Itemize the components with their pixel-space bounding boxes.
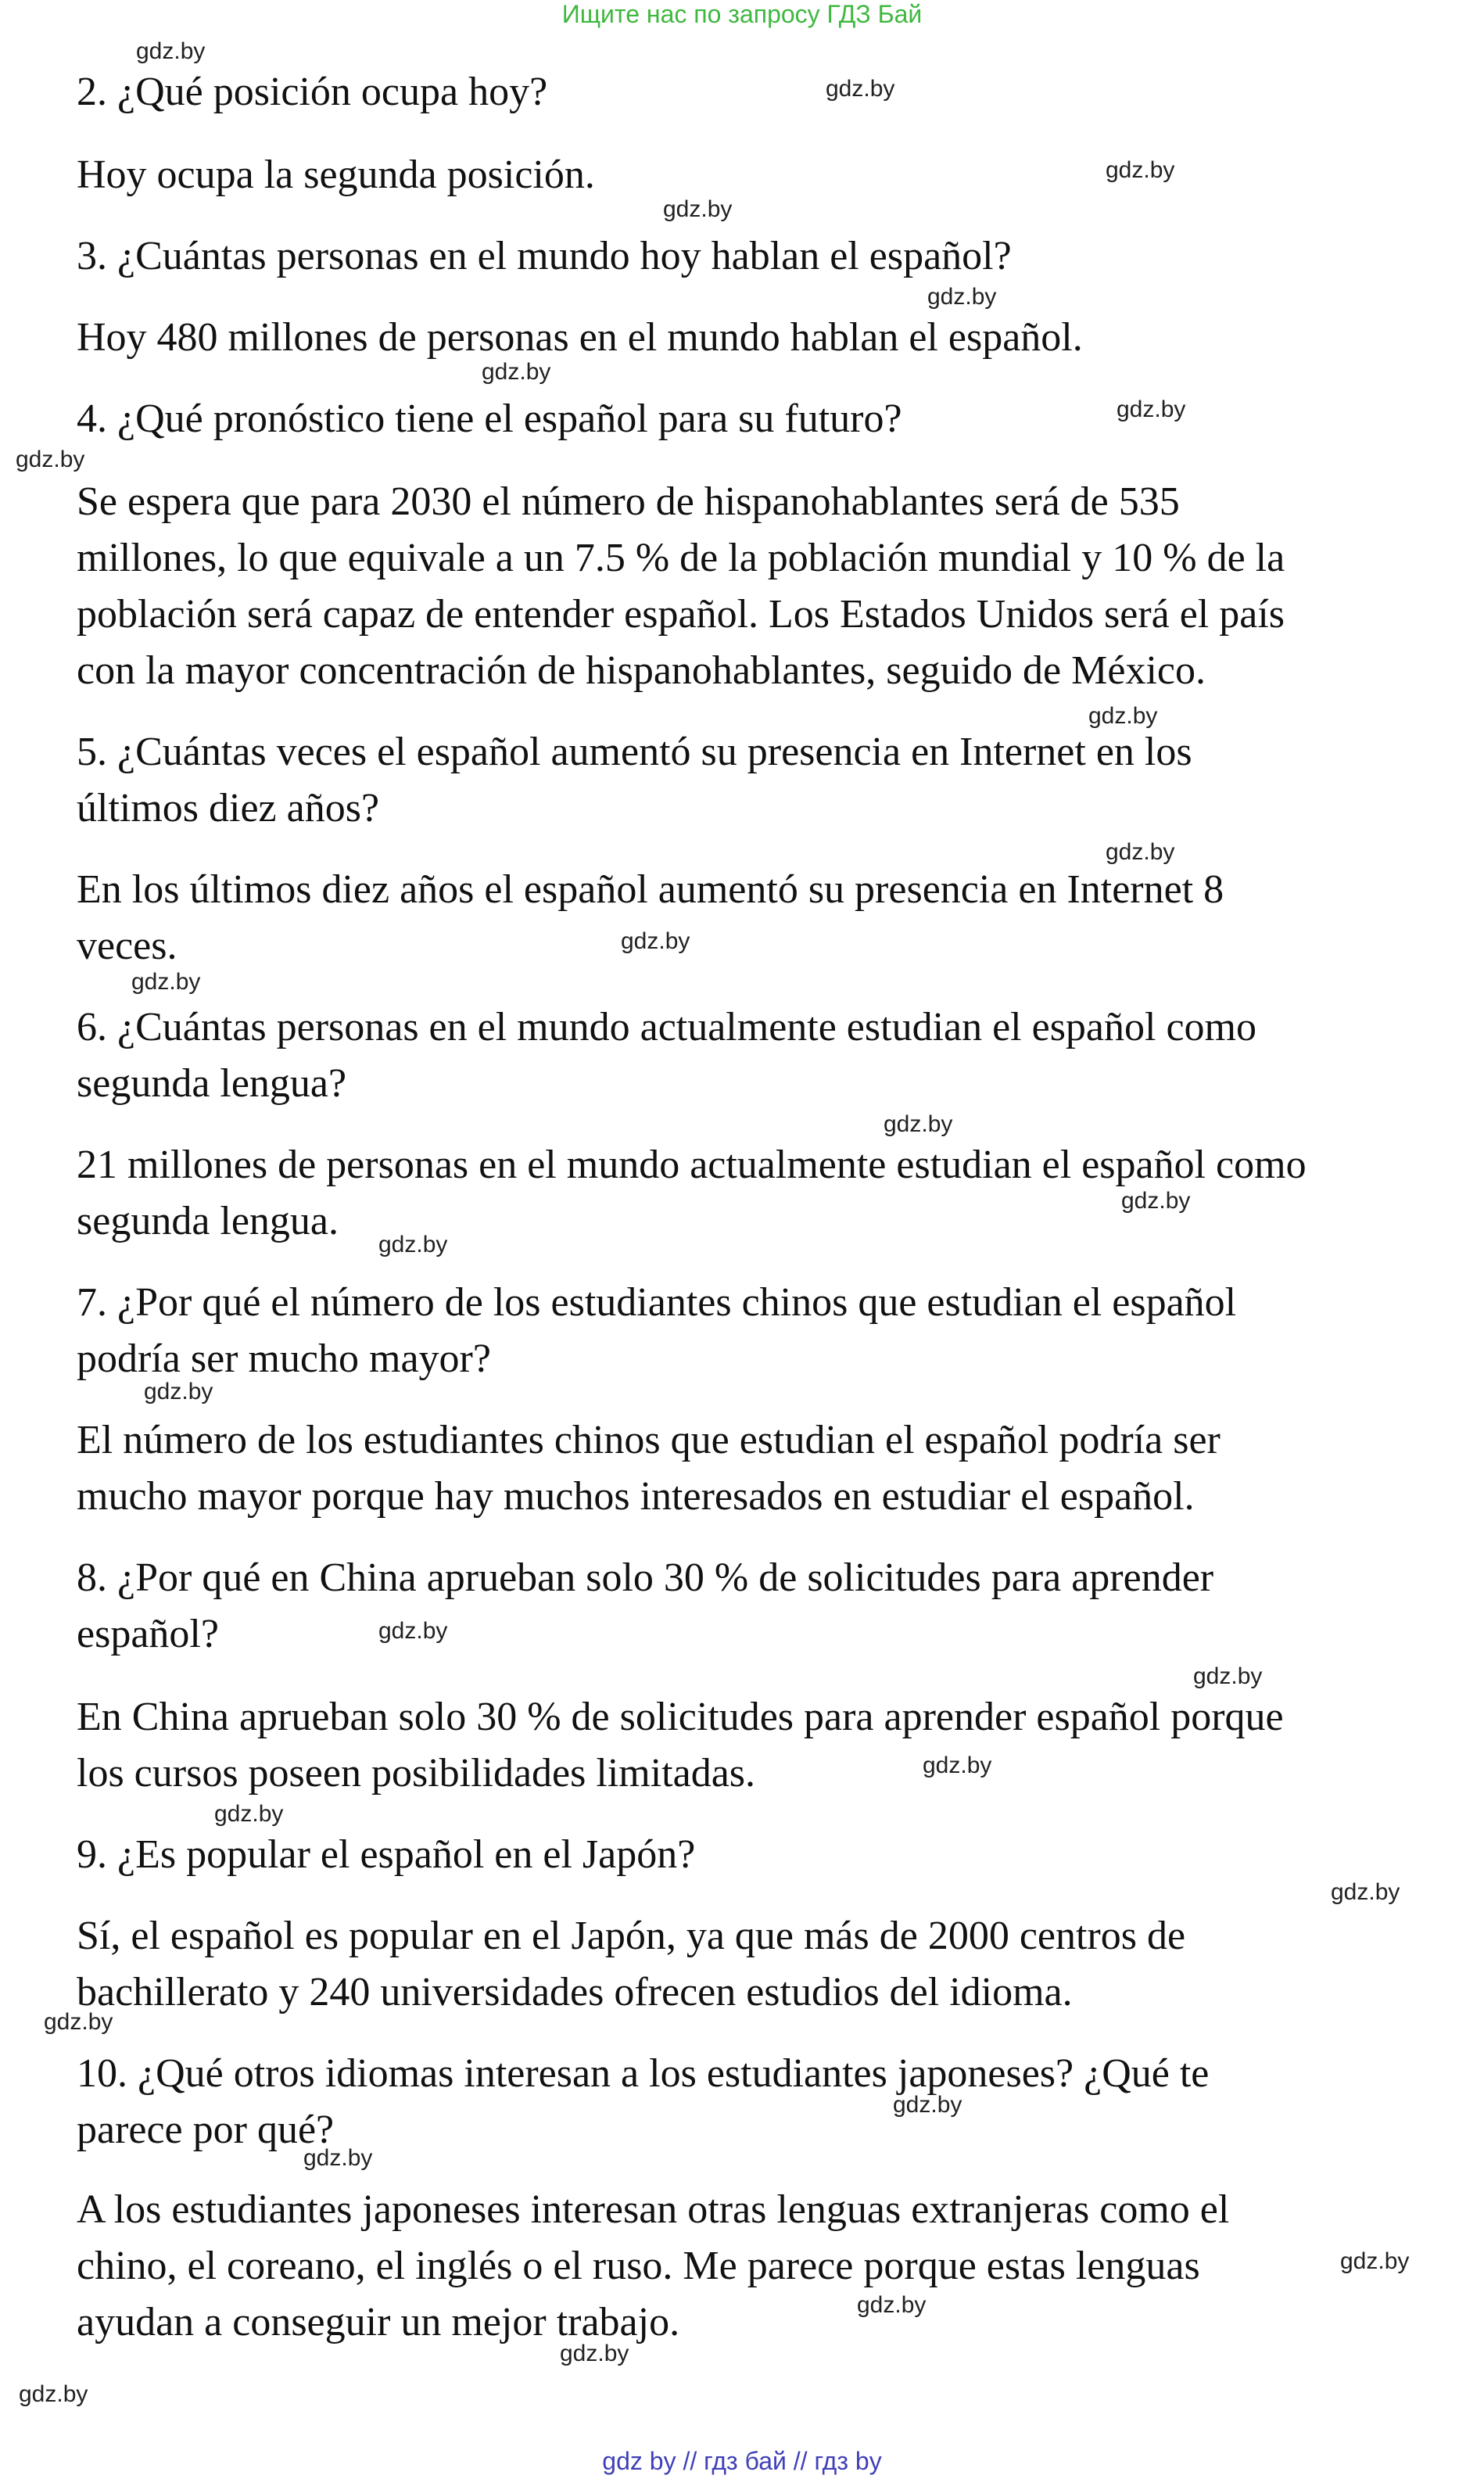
watermark: gdz.by [1331,1879,1400,1905]
question-5: 5. ¿Cuántas veces el español aumentó su presencia en Internet en los últimos diez años? [77,730,1192,831]
question-2: 2. ¿Qué posición ocupa hoy? [77,70,548,114]
watermark: gdz.by [378,1618,448,1644]
answer-2: Hoy ocupa la segunda posición. [77,152,595,197]
watermark: gdz.by [144,1379,213,1405]
watermark: gdz.by [621,928,690,954]
question-4: 4. ¿Qué pronóstico tiene el español para su futuro? [77,396,902,441]
watermark: gdz.by [378,1232,448,1257]
answer-7: El número de los estudiantes chinos que estudian el español podría ser mucho mayor porque hay muchos interesados en estudiar el español. [77,1418,1221,1519]
question-6: 6. ¿Cuántas personas en el mundo actualmente estudian el español como segunda lengua? [77,1005,1256,1106]
watermark: gdz.by [136,38,206,64]
watermark: gdz.by [893,2092,962,2118]
answer-9: Sí, el español es popular en el Japón, ya que más de 2000 centros de bachillerato y 240 universidades ofrecen estudios del idioma. [77,1914,1186,2014]
question-9: 9. ¿Es popular el español en el Japón? [77,1832,696,1877]
watermark: gdz.by [857,2292,927,2318]
question-10: 10. ¿Qué otros idiomas interesan a los estudiantes japoneses? ¿Qué te parece por qué? [77,2051,1210,2152]
watermark: gdz.by [923,1753,992,1778]
watermark: gdz.by [44,2009,113,2035]
watermark: gdz.by [1121,1188,1191,1214]
watermark: gdz.by [1106,839,1175,865]
answer-8: En China aprueban solo 30 % de solicitudes para aprender español porque los cursos poseen posibilidades limitadas. [77,1695,1284,1796]
watermark: gdz.by [1340,2248,1410,2274]
watermark: gdz.by [16,447,85,472]
watermark: gdz.by [482,359,551,385]
answer-5: En los últimos diez años el español aumentó su presencia en Internet 8 veces. [77,867,1224,968]
footer-links: gdz by // гдз бай // гдз by [602,2447,882,2475]
watermark: gdz.by [19,2381,88,2407]
watermark: gdz.by [826,76,895,102]
question-8: 8. ¿Por qué en China aprueban solo 30 % de solicitudes para aprender español? [77,1555,1214,1656]
answer-10: A los estudiantes japoneses interesan otras lenguas extranjeras como el chino, el coreano, el inglés o el ruso. Me parece porque estas lenguas ayudan a conseguir un mejor trabajo. [77,2187,1230,2344]
watermark: gdz.by [1193,1663,1263,1689]
watermark: gdz.by [884,1111,953,1137]
question-3: 3. ¿Cuántas personas en el mundo hoy hablan el español? [77,234,1012,278]
watermark: gdz.by [1106,157,1175,183]
answer-6: 21 millones de personas en el mundo actualmente estudian el español como segunda lengua. [77,1143,1307,1243]
watermark: gdz.by [663,196,733,222]
question-7: 7. ¿Por qué el número de los estudiantes chinos que estudian el español podría ser mucho mayor? [77,1280,1237,1381]
watermark: gdz.by [1117,396,1186,422]
watermark: gdz.by [214,1801,284,1827]
watermark: gdz.by [131,969,201,995]
answer-3: Hoy 480 millones de personas en el mundo hablan el español. [77,315,1083,360]
answer-4: Se espera que para 2030 el número de hispanohablantes será de 535 millones, lo que equivale a un 7.5 % de la población mundial y 10 % de la población será capaz de entender español. Los Estados Unidos será el país con la mayor concentración de hispanohablantes, seguido de México. [77,479,1285,693]
watermark: gdz.by [560,2341,629,2366]
watermark: gdz.by [303,2145,373,2171]
watermark: gdz.by [1088,703,1158,729]
site-banner: Ищите нас по запросу ГДЗ Бай [561,0,923,28]
watermark: gdz.by [927,284,997,310]
